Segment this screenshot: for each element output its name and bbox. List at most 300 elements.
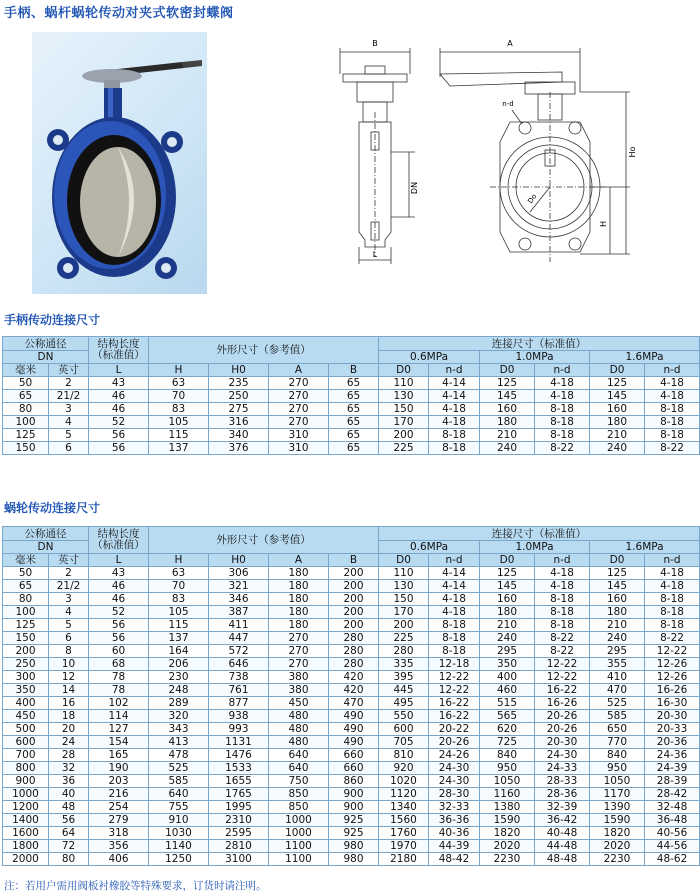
table-cell: 160 bbox=[590, 593, 645, 606]
column-header: H bbox=[149, 554, 209, 567]
table-cell: 20-26 bbox=[429, 736, 480, 749]
table-cell: 8-22 bbox=[535, 442, 590, 455]
table-cell: 340 bbox=[209, 429, 269, 442]
table-cell: 190 bbox=[89, 762, 149, 775]
table-cell: 2180 bbox=[379, 853, 429, 866]
table-cell: 200 bbox=[329, 580, 379, 593]
table-cell: 50 bbox=[3, 377, 49, 390]
table-cell: 200 bbox=[379, 429, 429, 442]
label-dn: DN bbox=[410, 181, 419, 195]
table-cell: 180 bbox=[269, 593, 329, 606]
table-cell: 24-26 bbox=[429, 749, 480, 762]
table-cell: 24 bbox=[49, 736, 89, 749]
table-cell: 4-18 bbox=[429, 606, 480, 619]
table-cell: 130 bbox=[379, 580, 429, 593]
table-cell: 235 bbox=[209, 377, 269, 390]
table-cell: 210 bbox=[590, 429, 645, 442]
table-cell: 761 bbox=[209, 684, 269, 697]
table-row bbox=[3, 442, 700, 455]
table-row bbox=[3, 593, 700, 606]
table-cell: 28-33 bbox=[535, 775, 590, 788]
header-length-title: 结构长度 bbox=[97, 338, 140, 350]
table-cell: 150 bbox=[3, 632, 49, 645]
table-cell: 270 bbox=[269, 632, 329, 645]
table-row bbox=[3, 645, 700, 658]
table-cell: 44-56 bbox=[645, 840, 700, 853]
table-cell: 48-48 bbox=[535, 853, 590, 866]
table-cell: 52 bbox=[89, 606, 149, 619]
table-cell: 1533 bbox=[209, 762, 269, 775]
table-cell: 470 bbox=[329, 697, 379, 710]
header-connection: 连接尺寸（标准值） bbox=[379, 337, 700, 351]
table-cell: 585 bbox=[590, 710, 645, 723]
table-cell: 770 bbox=[590, 736, 645, 749]
label-ho: Ho bbox=[628, 146, 637, 158]
column-header: H bbox=[149, 364, 209, 377]
header-length-sub: （标准值） bbox=[92, 539, 145, 551]
table-cell: 755 bbox=[149, 801, 209, 814]
table-cell: 705 bbox=[379, 736, 429, 749]
table-cell: 115 bbox=[149, 429, 209, 442]
table-cell: 900 bbox=[329, 801, 379, 814]
table-cell: 413 bbox=[149, 736, 209, 749]
table-cell: 16-22 bbox=[429, 697, 480, 710]
table-cell: 20-22 bbox=[429, 723, 480, 736]
table-cell: 850 bbox=[269, 788, 329, 801]
header-connection: 连接尺寸（标准值） bbox=[379, 527, 700, 541]
table-cell: 1000 bbox=[269, 814, 329, 827]
table-cell: 411 bbox=[209, 619, 269, 632]
table-cell: 270 bbox=[269, 416, 329, 429]
table-cell: 4-14 bbox=[429, 580, 480, 593]
table-cell: 125 bbox=[3, 619, 49, 632]
table-cell: 1340 bbox=[379, 801, 429, 814]
table-cell: 250 bbox=[3, 658, 49, 671]
table-cell: 40 bbox=[49, 788, 89, 801]
table-cell: 585 bbox=[149, 775, 209, 788]
table-row bbox=[3, 403, 700, 416]
column-header: D0 bbox=[590, 554, 645, 567]
table-cell: 1560 bbox=[379, 814, 429, 827]
table-cell: 620 bbox=[480, 723, 535, 736]
table-cell: 65 bbox=[329, 429, 379, 442]
table-cell: 900 bbox=[329, 788, 379, 801]
table-cell: 280 bbox=[329, 632, 379, 645]
column-header: D0 bbox=[480, 554, 535, 567]
table-cell: 550 bbox=[379, 710, 429, 723]
table-cell: 180 bbox=[269, 580, 329, 593]
page-title: 手柄、蜗杆蜗轮传动对夹式软密封蝶阀 bbox=[4, 6, 234, 21]
table-cell: 16 bbox=[49, 697, 89, 710]
table-cell: 270 bbox=[269, 645, 329, 658]
table-cell: 28-36 bbox=[535, 788, 590, 801]
table-cell: 8-18 bbox=[535, 606, 590, 619]
table-cell: 447 bbox=[209, 632, 269, 645]
table-cell: 10 bbox=[49, 658, 89, 671]
table-cell: 225 bbox=[379, 632, 429, 645]
table-cell: 738 bbox=[209, 671, 269, 684]
label-a: A bbox=[507, 39, 513, 48]
table-cell: 1820 bbox=[480, 827, 535, 840]
column-header: 英寸 bbox=[49, 554, 89, 567]
header-length-title: 结构长度 bbox=[97, 528, 140, 540]
butterfly-valve-photo bbox=[32, 32, 207, 294]
table-cell: 2810 bbox=[209, 840, 269, 853]
column-header: H0 bbox=[209, 364, 269, 377]
table-cell: 145 bbox=[480, 390, 535, 403]
table-row bbox=[3, 749, 700, 762]
table-cell: 80 bbox=[3, 403, 49, 416]
table-cell: 160 bbox=[480, 593, 535, 606]
table-cell: 24-36 bbox=[645, 749, 700, 762]
table-cell: 306 bbox=[209, 567, 269, 580]
table-cell: 950 bbox=[590, 762, 645, 775]
table-cell: 21/2 bbox=[49, 580, 89, 593]
table-cell: 46 bbox=[89, 390, 149, 403]
table-cell: 180 bbox=[590, 606, 645, 619]
column-header: D0 bbox=[480, 364, 535, 377]
table-cell: 200 bbox=[3, 645, 49, 658]
table-cell: 248 bbox=[149, 684, 209, 697]
table-cell: 565 bbox=[480, 710, 535, 723]
table-cell: 16-30 bbox=[645, 697, 700, 710]
table-cell: 2230 bbox=[590, 853, 645, 866]
table-cell: 289 bbox=[149, 697, 209, 710]
table-cell: 40-48 bbox=[535, 827, 590, 840]
table-cell: 1390 bbox=[590, 801, 645, 814]
handle-section-title: 手柄传动连接尺寸 bbox=[4, 313, 101, 327]
table-cell: 800 bbox=[3, 762, 49, 775]
table-cell: 63 bbox=[149, 377, 209, 390]
table-cell: 12-18 bbox=[429, 658, 480, 671]
table-cell: 48-42 bbox=[429, 853, 480, 866]
table-cell: 200 bbox=[329, 593, 379, 606]
table-cell: 32-39 bbox=[535, 801, 590, 814]
table-cell: 640 bbox=[269, 749, 329, 762]
table-cell: 2 bbox=[49, 567, 89, 580]
header-length-sub: （标准值） bbox=[92, 349, 145, 361]
table-cell: 150 bbox=[3, 442, 49, 455]
table-cell: 150 bbox=[379, 593, 429, 606]
table-cell: 254 bbox=[89, 801, 149, 814]
table-cell: 950 bbox=[480, 762, 535, 775]
column-header: n-d bbox=[535, 554, 590, 567]
header-pressure-3: 1.6MPa bbox=[590, 541, 700, 554]
table-cell: 24-39 bbox=[645, 762, 700, 775]
table-cell: 145 bbox=[480, 580, 535, 593]
table-cell: 16-26 bbox=[645, 684, 700, 697]
table-cell: 4-14 bbox=[429, 567, 480, 580]
table-cell: 925 bbox=[329, 814, 379, 827]
column-header: A bbox=[269, 364, 329, 377]
table-row bbox=[3, 762, 700, 775]
worm-spec-table bbox=[2, 526, 700, 866]
table-cell: 1030 bbox=[149, 827, 209, 840]
header-dn: DN bbox=[3, 541, 89, 554]
column-header: L bbox=[89, 364, 149, 377]
table-cell: 280 bbox=[329, 645, 379, 658]
table-row bbox=[3, 697, 700, 710]
table-cell: 125 bbox=[480, 567, 535, 580]
table-cell: 1100 bbox=[269, 840, 329, 853]
table-cell: 200 bbox=[329, 619, 379, 632]
table-cell: 63 bbox=[149, 567, 209, 580]
table-cell: 8-18 bbox=[429, 632, 480, 645]
table-cell: 490 bbox=[329, 710, 379, 723]
table-cell: 460 bbox=[480, 684, 535, 697]
table-cell: 8-18 bbox=[645, 606, 700, 619]
column-header: 毫米 bbox=[3, 364, 49, 377]
table-cell: 850 bbox=[269, 801, 329, 814]
table-cell: 52 bbox=[89, 416, 149, 429]
table-cell: 1140 bbox=[149, 840, 209, 853]
table-cell: 4-14 bbox=[429, 390, 480, 403]
table-row bbox=[3, 775, 700, 788]
table-cell: 18 bbox=[49, 710, 89, 723]
label-h: H bbox=[599, 220, 608, 228]
table-cell: 8-18 bbox=[535, 403, 590, 416]
table-cell: 83 bbox=[149, 593, 209, 606]
table-cell: 8-18 bbox=[645, 593, 700, 606]
table-cell: 316 bbox=[209, 416, 269, 429]
table-cell: 125 bbox=[480, 377, 535, 390]
table-cell: 8-22 bbox=[535, 632, 590, 645]
table-cell: 300 bbox=[3, 671, 49, 684]
table-cell: 4-18 bbox=[429, 403, 480, 416]
table-cell: 640 bbox=[269, 762, 329, 775]
table-cell: 660 bbox=[329, 749, 379, 762]
table-row bbox=[3, 840, 700, 853]
table-cell: 28-42 bbox=[645, 788, 700, 801]
table-cell: 20-30 bbox=[535, 736, 590, 749]
table-cell: 1160 bbox=[480, 788, 535, 801]
table-cell: 6 bbox=[49, 632, 89, 645]
table-cell: 1050 bbox=[590, 775, 645, 788]
table-cell: 279 bbox=[89, 814, 149, 827]
header-dimensions: 外形尺寸（参考值） bbox=[149, 337, 379, 364]
table-cell: 4-18 bbox=[535, 580, 590, 593]
table-cell: 180 bbox=[269, 567, 329, 580]
table-cell: 4-18 bbox=[645, 390, 700, 403]
table-cell: 145 bbox=[590, 390, 645, 403]
table-cell: 170 bbox=[379, 416, 429, 429]
table-cell: 650 bbox=[590, 723, 645, 736]
table-cell: 105 bbox=[149, 416, 209, 429]
worm-section-title: 蜗轮传动连接尺寸 bbox=[4, 501, 101, 515]
table-cell: 36-42 bbox=[535, 814, 590, 827]
table-row bbox=[3, 390, 700, 403]
header-pressure-1: 0.6MPa bbox=[379, 351, 480, 364]
table-cell: 980 bbox=[329, 853, 379, 866]
table-cell: 920 bbox=[379, 762, 429, 775]
table-cell: 500 bbox=[3, 723, 49, 736]
table-cell: 1120 bbox=[379, 788, 429, 801]
table-cell: 12-22 bbox=[429, 671, 480, 684]
table-cell: 310 bbox=[269, 429, 329, 442]
table-cell: 64 bbox=[49, 827, 89, 840]
table-cell: 8-18 bbox=[645, 416, 700, 429]
table-cell: 5 bbox=[49, 619, 89, 632]
handle-spec-table bbox=[2, 336, 700, 455]
table-cell: 8-18 bbox=[535, 416, 590, 429]
table-cell: 478 bbox=[149, 749, 209, 762]
table-cell: 1590 bbox=[480, 814, 535, 827]
table-cell: 145 bbox=[590, 580, 645, 593]
table-cell: 350 bbox=[480, 658, 535, 671]
table-cell: 65 bbox=[3, 580, 49, 593]
table-cell: 16-22 bbox=[429, 710, 480, 723]
table-cell: 1100 bbox=[269, 853, 329, 866]
table-cell: 43 bbox=[89, 567, 149, 580]
table-cell: 56 bbox=[89, 619, 149, 632]
table-cell: 3 bbox=[49, 403, 89, 416]
table-cell: 380 bbox=[269, 671, 329, 684]
table-cell: 180 bbox=[480, 606, 535, 619]
table-cell: 938 bbox=[209, 710, 269, 723]
table-cell: 495 bbox=[379, 697, 429, 710]
table-cell: 3 bbox=[49, 593, 89, 606]
column-header: H0 bbox=[209, 554, 269, 567]
table-cell: 646 bbox=[209, 658, 269, 671]
table-cell: 137 bbox=[149, 632, 209, 645]
table-cell: 20-30 bbox=[645, 710, 700, 723]
table-cell: 28 bbox=[49, 749, 89, 762]
table-cell: 180 bbox=[269, 619, 329, 632]
header-dn-group: 公称通径 bbox=[3, 337, 89, 351]
table-cell: 1970 bbox=[379, 840, 429, 853]
table-cell: 12-22 bbox=[429, 684, 480, 697]
table-cell: 12-22 bbox=[645, 645, 700, 658]
table-cell: 640 bbox=[149, 788, 209, 801]
table-cell: 102 bbox=[89, 697, 149, 710]
table-cell: 8-18 bbox=[429, 645, 480, 658]
table-cell: 203 bbox=[89, 775, 149, 788]
front-view-drawing bbox=[430, 32, 650, 294]
table-row bbox=[3, 710, 700, 723]
table-cell: 295 bbox=[480, 645, 535, 658]
table-cell: 110 bbox=[379, 567, 429, 580]
table-cell: 1170 bbox=[590, 788, 645, 801]
table-cell: 240 bbox=[590, 632, 645, 645]
table-cell: 100 bbox=[3, 606, 49, 619]
header-pressure-2: 1.0MPa bbox=[480, 351, 590, 364]
table-cell: 170 bbox=[379, 606, 429, 619]
table-cell: 100 bbox=[3, 416, 49, 429]
table-cell: 8-18 bbox=[535, 593, 590, 606]
table-cell: 490 bbox=[329, 736, 379, 749]
table-cell: 12-26 bbox=[645, 671, 700, 684]
table-row bbox=[3, 606, 700, 619]
table-cell: 46 bbox=[89, 580, 149, 593]
table-cell: 65 bbox=[329, 442, 379, 455]
table-cell: 225 bbox=[379, 442, 429, 455]
table-cell: 318 bbox=[89, 827, 149, 840]
table-cell: 2020 bbox=[590, 840, 645, 853]
table-cell: 275 bbox=[209, 403, 269, 416]
table-cell: 180 bbox=[590, 416, 645, 429]
table-cell: 150 bbox=[379, 403, 429, 416]
table-cell: 114 bbox=[89, 710, 149, 723]
table-cell: 46 bbox=[89, 593, 149, 606]
table-cell: 8-22 bbox=[535, 645, 590, 658]
table-row bbox=[3, 853, 700, 866]
table-cell: 24-30 bbox=[429, 762, 480, 775]
table-cell: 78 bbox=[89, 671, 149, 684]
table-cell: 60 bbox=[89, 645, 149, 658]
header-dn: DN bbox=[3, 351, 89, 364]
table-cell: 164 bbox=[149, 645, 209, 658]
table-cell: 65 bbox=[329, 390, 379, 403]
table-cell: 1400 bbox=[3, 814, 49, 827]
table-cell: 321 bbox=[209, 580, 269, 593]
table-cell: 725 bbox=[480, 736, 535, 749]
table-cell: 8 bbox=[49, 645, 89, 658]
table-cell: 200 bbox=[329, 567, 379, 580]
table-row bbox=[3, 736, 700, 749]
table-cell: 32 bbox=[49, 762, 89, 775]
label-b: B bbox=[372, 39, 378, 48]
table-cell: 5 bbox=[49, 429, 89, 442]
table-cell: 1590 bbox=[590, 814, 645, 827]
table-cell: 240 bbox=[590, 442, 645, 455]
column-header: 毫米 bbox=[3, 554, 49, 567]
table-row bbox=[3, 632, 700, 645]
table-cell: 480 bbox=[269, 723, 329, 736]
header-dimensions: 外形尺寸（参考值） bbox=[149, 527, 379, 554]
table-cell: 295 bbox=[590, 645, 645, 658]
table-cell: 400 bbox=[480, 671, 535, 684]
table-row bbox=[3, 814, 700, 827]
table-cell: 16-22 bbox=[535, 684, 590, 697]
table-cell: 660 bbox=[329, 762, 379, 775]
table-cell: 840 bbox=[590, 749, 645, 762]
table-cell: 910 bbox=[149, 814, 209, 827]
table-cell: 1765 bbox=[209, 788, 269, 801]
table-cell: 1476 bbox=[209, 749, 269, 762]
table-cell: 165 bbox=[89, 749, 149, 762]
table-cell: 8-18 bbox=[645, 403, 700, 416]
table-row bbox=[3, 684, 700, 697]
table-cell: 1000 bbox=[3, 788, 49, 801]
table-cell: 4-18 bbox=[535, 567, 590, 580]
table-row bbox=[3, 580, 700, 593]
table-cell: 65 bbox=[3, 390, 49, 403]
table-cell: 28-39 bbox=[645, 775, 700, 788]
table-cell: 8-18 bbox=[429, 619, 480, 632]
table-cell: 1131 bbox=[209, 736, 269, 749]
table-cell: 46 bbox=[89, 403, 149, 416]
table-cell: 70 bbox=[149, 390, 209, 403]
table-cell: 346 bbox=[209, 593, 269, 606]
header-length bbox=[89, 527, 149, 554]
table-cell: 515 bbox=[480, 697, 535, 710]
table-cell: 380 bbox=[269, 684, 329, 697]
table-cell: 80 bbox=[49, 853, 89, 866]
column-header: n-d bbox=[645, 554, 700, 567]
table-cell: 320 bbox=[149, 710, 209, 723]
table-cell: 376 bbox=[209, 442, 269, 455]
table-cell: 406 bbox=[89, 853, 149, 866]
table-cell: 20-36 bbox=[645, 736, 700, 749]
table-cell: 72 bbox=[49, 840, 89, 853]
table-cell: 20-33 bbox=[645, 723, 700, 736]
table-cell: 1020 bbox=[379, 775, 429, 788]
table-cell: 343 bbox=[149, 723, 209, 736]
table-cell: 525 bbox=[149, 762, 209, 775]
table-cell: 4-18 bbox=[645, 377, 700, 390]
column-header: A bbox=[269, 554, 329, 567]
table-cell: 206 bbox=[149, 658, 209, 671]
